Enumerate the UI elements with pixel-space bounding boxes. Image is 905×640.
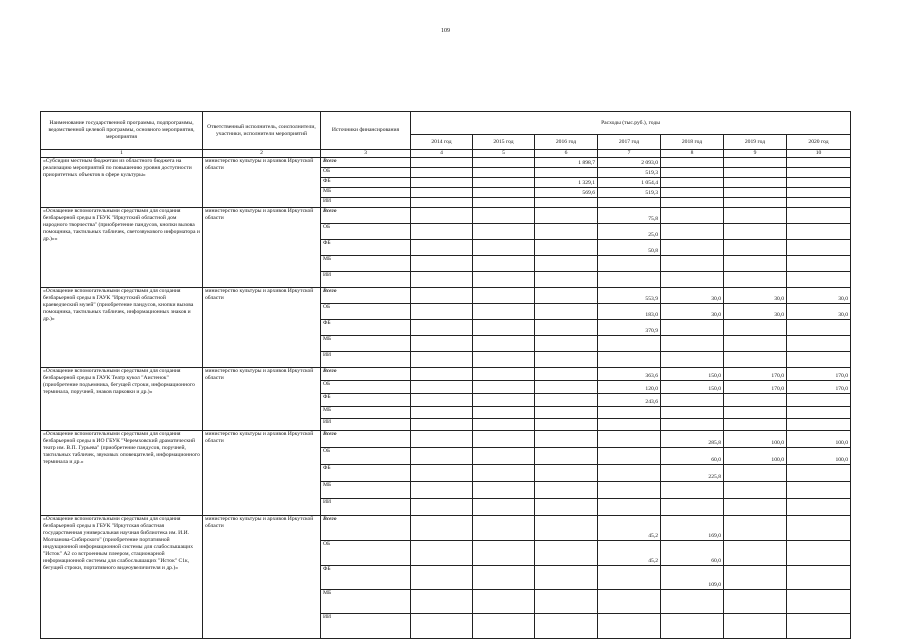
expense-value bbox=[661, 239, 724, 255]
expense-value bbox=[411, 406, 473, 418]
expense-value bbox=[661, 187, 724, 197]
executor: министерство культуры и архивов Иркутской области bbox=[203, 430, 321, 515]
expense-value bbox=[598, 613, 661, 638]
expense-value bbox=[724, 481, 787, 498]
funding-source: ОБ bbox=[321, 540, 411, 565]
expense-value bbox=[598, 447, 661, 464]
header-source: Источники финансирования bbox=[321, 112, 411, 150]
expense-value bbox=[724, 207, 787, 223]
expense-value bbox=[411, 498, 473, 515]
expense-value bbox=[535, 271, 598, 287]
expense-value bbox=[535, 167, 598, 177]
expense-value bbox=[724, 515, 787, 540]
funding-source: ОБ bbox=[321, 447, 411, 464]
expense-value bbox=[411, 447, 473, 464]
expense-value: 519,3 bbox=[598, 167, 661, 177]
expense-value bbox=[724, 167, 787, 177]
funding-source: ФБ bbox=[321, 393, 411, 406]
expense-value bbox=[411, 167, 473, 177]
expense-value bbox=[535, 380, 598, 393]
expense-value bbox=[787, 418, 851, 430]
funding-source: МБ bbox=[321, 187, 411, 197]
expense-value bbox=[535, 351, 598, 367]
expense-value: 150,0 bbox=[661, 380, 724, 393]
expense-value bbox=[473, 207, 535, 223]
expense-value bbox=[661, 271, 724, 287]
expense-value bbox=[535, 223, 598, 239]
funding-source: ФБ bbox=[321, 319, 411, 335]
expense-value bbox=[411, 177, 473, 187]
expense-value bbox=[473, 239, 535, 255]
expense-value bbox=[535, 239, 598, 255]
expense-value bbox=[535, 430, 598, 447]
expense-value bbox=[661, 157, 724, 167]
expense-value: 60,0 bbox=[661, 540, 724, 565]
expense-value bbox=[411, 430, 473, 447]
expense-value: 169,0 bbox=[661, 515, 724, 540]
expense-value bbox=[724, 565, 787, 589]
expense-value: 100,0 bbox=[724, 447, 787, 464]
expense-value bbox=[787, 393, 851, 406]
expense-value bbox=[473, 335, 535, 351]
expense-value bbox=[535, 589, 598, 613]
expense-value: 30,0 bbox=[787, 287, 851, 303]
expense-value bbox=[473, 447, 535, 464]
expense-value bbox=[661, 255, 724, 271]
expenses-table bbox=[40, 111, 851, 639]
expense-value bbox=[598, 589, 661, 613]
expense-value bbox=[535, 418, 598, 430]
expense-value bbox=[724, 223, 787, 239]
expense-value bbox=[661, 418, 724, 430]
column-number: 4 bbox=[411, 150, 473, 158]
expense-value bbox=[598, 565, 661, 589]
expense-value bbox=[411, 540, 473, 565]
expense-value bbox=[473, 177, 535, 187]
expense-value bbox=[598, 351, 661, 367]
header-year: 2015 год bbox=[473, 135, 535, 150]
expense-value: 370,9 bbox=[598, 319, 661, 335]
measure-name: «Субсидии местным бюджетам из областного бюджета на реализацию мероприятий по повышению уровня доступности приоритетных объектов в сфере культуры» bbox=[41, 157, 203, 207]
expense-value bbox=[787, 207, 851, 223]
expense-value: 120,0 bbox=[598, 380, 661, 393]
expense-value: 30,0 bbox=[724, 287, 787, 303]
expense-value bbox=[473, 418, 535, 430]
funding-source: Всего bbox=[321, 515, 411, 540]
expense-value bbox=[598, 464, 661, 481]
expense-value bbox=[411, 335, 473, 351]
expense-value bbox=[724, 589, 787, 613]
expense-value bbox=[661, 335, 724, 351]
header-year: 2019 год bbox=[724, 135, 787, 150]
expense-value: 170,0 bbox=[787, 380, 851, 393]
expense-value bbox=[535, 565, 598, 589]
funding-source: ИИ bbox=[321, 498, 411, 515]
expense-value bbox=[787, 157, 851, 167]
expense-value: 225,8 bbox=[661, 464, 724, 481]
header-name: Наименование государственной программы, подпрограммы, ведомственной целевой программы, основного мероприятия, мероприятия bbox=[41, 112, 203, 150]
executor: министерство культуры и архивов Иркутской области bbox=[203, 287, 321, 367]
measure-name: «Оснащение вспомогательными средствами для создания безбарьерной среды в ГБУК "Иркутский областной дом народного творчества" (приобретение пандусов, кнопки вызова помощника, тактильных табличек, светозвукового информатора и др.)»» bbox=[41, 207, 203, 287]
expense-value bbox=[724, 255, 787, 271]
expense-value bbox=[787, 589, 851, 613]
expense-value bbox=[724, 464, 787, 481]
expense-value bbox=[411, 287, 473, 303]
expense-value bbox=[411, 187, 473, 197]
header-executor: Ответственный исполнитель, соисполнители, участники, исполнители мероприятий bbox=[203, 112, 321, 150]
column-number: 2 bbox=[203, 150, 321, 158]
expense-value: 1 329,1 bbox=[535, 177, 598, 187]
page-number: 109 bbox=[441, 28, 450, 34]
expense-value bbox=[661, 498, 724, 515]
table-row bbox=[41, 430, 851, 447]
expense-value bbox=[787, 319, 851, 335]
expense-value bbox=[473, 167, 535, 177]
expense-value bbox=[598, 430, 661, 447]
expense-value bbox=[598, 406, 661, 418]
expense-value bbox=[787, 540, 851, 565]
expense-value: 50,8 bbox=[598, 239, 661, 255]
header-year: 2016 год bbox=[535, 135, 598, 150]
expense-value bbox=[411, 481, 473, 498]
header-expenses: Расходы (тыс.руб.), годы bbox=[411, 112, 851, 135]
expense-value bbox=[724, 177, 787, 187]
expense-value bbox=[411, 367, 473, 380]
expense-value bbox=[535, 255, 598, 271]
funding-source: ОБ bbox=[321, 223, 411, 239]
expense-value bbox=[411, 565, 473, 589]
expense-value bbox=[535, 481, 598, 498]
expense-value bbox=[411, 589, 473, 613]
expense-value bbox=[535, 515, 598, 540]
expense-value bbox=[473, 393, 535, 406]
expense-value bbox=[473, 287, 535, 303]
expense-value bbox=[535, 447, 598, 464]
expense-value: 170,0 bbox=[724, 367, 787, 380]
expense-value bbox=[787, 223, 851, 239]
funding-source: МБ bbox=[321, 335, 411, 351]
expense-value bbox=[661, 406, 724, 418]
expense-value: 25,0 bbox=[598, 223, 661, 239]
expense-value bbox=[787, 515, 851, 540]
expense-value bbox=[473, 380, 535, 393]
expense-value: 1 898,7 bbox=[535, 157, 598, 167]
expense-value bbox=[787, 177, 851, 187]
expense-value bbox=[724, 393, 787, 406]
expense-value bbox=[473, 187, 535, 197]
expense-value: 30,0 bbox=[661, 303, 724, 319]
expense-value bbox=[411, 464, 473, 481]
expense-value bbox=[411, 271, 473, 287]
expense-value bbox=[535, 287, 598, 303]
expense-value: 109,0 bbox=[661, 565, 724, 589]
expense-value: 553,9 bbox=[598, 287, 661, 303]
expense-value bbox=[661, 589, 724, 613]
table-row bbox=[41, 157, 851, 167]
expense-value bbox=[535, 207, 598, 223]
expense-value bbox=[535, 464, 598, 481]
expense-value bbox=[598, 481, 661, 498]
expense-value bbox=[661, 613, 724, 638]
header-year: 2014 год bbox=[411, 135, 473, 150]
funding-source: ИИ bbox=[321, 197, 411, 207]
column-number: 8 bbox=[661, 150, 724, 158]
funding-source: МБ bbox=[321, 481, 411, 498]
funding-source: ИИ bbox=[321, 613, 411, 638]
expense-value bbox=[661, 177, 724, 187]
expense-value: 519,3 bbox=[598, 187, 661, 197]
expense-value bbox=[724, 187, 787, 197]
expense-value bbox=[473, 367, 535, 380]
funding-source: МБ bbox=[321, 255, 411, 271]
expense-value bbox=[598, 498, 661, 515]
expense-value bbox=[787, 498, 851, 515]
funding-source: ФБ bbox=[321, 464, 411, 481]
header-year: 2020 год bbox=[787, 135, 851, 150]
table-row bbox=[41, 207, 851, 223]
expense-value bbox=[724, 239, 787, 255]
expense-value bbox=[661, 223, 724, 239]
expense-value bbox=[787, 335, 851, 351]
expense-value bbox=[473, 589, 535, 613]
expense-value bbox=[411, 319, 473, 335]
expense-value bbox=[535, 498, 598, 515]
expense-value bbox=[787, 406, 851, 418]
column-number: 6 bbox=[535, 150, 598, 158]
expense-value bbox=[724, 335, 787, 351]
expense-value bbox=[724, 271, 787, 287]
expense-value bbox=[535, 335, 598, 351]
funding-source: ФБ bbox=[321, 565, 411, 589]
expense-value bbox=[661, 167, 724, 177]
expense-value bbox=[724, 406, 787, 418]
expense-value bbox=[411, 380, 473, 393]
expense-value bbox=[473, 351, 535, 367]
funding-source: ОБ bbox=[321, 303, 411, 319]
expense-value bbox=[724, 319, 787, 335]
expense-value bbox=[411, 613, 473, 638]
expense-value bbox=[411, 197, 473, 207]
expense-value: 150,0 bbox=[661, 367, 724, 380]
column-number: 1 bbox=[41, 150, 203, 158]
expense-value bbox=[661, 197, 724, 207]
expense-value bbox=[535, 613, 598, 638]
expense-value: 243,6 bbox=[598, 393, 661, 406]
funding-source: Всего bbox=[321, 157, 411, 167]
expense-value bbox=[661, 207, 724, 223]
expense-value: 2 093,0 bbox=[598, 157, 661, 167]
expense-value bbox=[598, 418, 661, 430]
expense-value: 170,0 bbox=[724, 380, 787, 393]
measure-name: «Оснащение вспомогательными средствами для создания безбарьерной среды в ИО ГБУК "Черемховский драматический театр им. В.П. Гурьева" (приобретение пандусов, поручней, тактильных табличек, звуковых оповещателей, информационного терминала и др.» bbox=[41, 430, 203, 515]
expense-value bbox=[661, 393, 724, 406]
table-body bbox=[41, 157, 851, 638]
expense-value bbox=[787, 255, 851, 271]
expense-value bbox=[473, 430, 535, 447]
expense-value: 100,0 bbox=[787, 447, 851, 464]
expense-value: 45,2 bbox=[598, 540, 661, 565]
executor: министерство культуры и архивов Иркутской области bbox=[203, 207, 321, 287]
expense-value bbox=[411, 255, 473, 271]
expense-value: 30,0 bbox=[724, 303, 787, 319]
expense-value: 1 054,4 bbox=[598, 177, 661, 187]
expense-value bbox=[473, 565, 535, 589]
expense-value bbox=[724, 498, 787, 515]
expense-value bbox=[473, 464, 535, 481]
column-number: 3 bbox=[321, 150, 411, 158]
expense-value bbox=[535, 393, 598, 406]
expense-value bbox=[473, 271, 535, 287]
expense-value bbox=[787, 187, 851, 197]
expense-value bbox=[787, 239, 851, 255]
expense-value bbox=[411, 303, 473, 319]
executor: министерство культуры и архивов Иркутской области bbox=[203, 515, 321, 638]
expense-value bbox=[473, 303, 535, 319]
expense-value: 60,0 bbox=[661, 447, 724, 464]
funding-source: Всего bbox=[321, 207, 411, 223]
expense-value bbox=[661, 319, 724, 335]
expense-value bbox=[473, 515, 535, 540]
expense-value bbox=[661, 351, 724, 367]
funding-source: ФБ bbox=[321, 177, 411, 187]
expense-value bbox=[535, 319, 598, 335]
expense-value: 45,2 bbox=[598, 515, 661, 540]
expense-value: 75,8 bbox=[598, 207, 661, 223]
expense-value bbox=[473, 319, 535, 335]
expense-value bbox=[411, 515, 473, 540]
expense-value bbox=[598, 335, 661, 351]
expense-value bbox=[787, 167, 851, 177]
expense-value: 569,6 bbox=[535, 187, 598, 197]
column-numbers-row bbox=[41, 150, 851, 158]
expense-value bbox=[411, 207, 473, 223]
expense-value bbox=[535, 367, 598, 380]
expense-value bbox=[473, 540, 535, 565]
expense-value bbox=[473, 406, 535, 418]
expense-value bbox=[535, 406, 598, 418]
expense-value bbox=[473, 498, 535, 515]
expense-value bbox=[787, 271, 851, 287]
expense-value bbox=[724, 418, 787, 430]
table-row bbox=[41, 367, 851, 380]
expense-value bbox=[473, 255, 535, 271]
expense-value bbox=[473, 157, 535, 167]
funding-source: Всего bbox=[321, 430, 411, 447]
funding-source: ОБ bbox=[321, 167, 411, 177]
expense-value: 100,0 bbox=[724, 430, 787, 447]
expense-value bbox=[724, 613, 787, 638]
expense-value bbox=[473, 197, 535, 207]
expense-value: 363,6 bbox=[598, 367, 661, 380]
expense-value bbox=[598, 197, 661, 207]
expense-value bbox=[787, 464, 851, 481]
expense-value: 100,0 bbox=[787, 430, 851, 447]
expense-value bbox=[787, 351, 851, 367]
funding-source: ФБ bbox=[321, 239, 411, 255]
funding-source: ИИ bbox=[321, 351, 411, 367]
expense-value: 170,0 bbox=[787, 367, 851, 380]
expense-value: 30,0 bbox=[787, 303, 851, 319]
expense-value bbox=[411, 223, 473, 239]
funding-source: Всего bbox=[321, 367, 411, 380]
expense-value bbox=[411, 418, 473, 430]
funding-source: ОБ bbox=[321, 380, 411, 393]
measure-name: «Оснащение вспомогательными средствами для создания безбарьерной среды в ГБУК "Иркутская областная государственная универсальная научная библиотека им. И.И. Молчанова-Сибирского" (приобретение портативной индукционной информационной системы для слабослышащих "Исток" А2 со встроенным плеером, стационарной информационной системы для слабослышащих "Исток" С1к, бегущей строки, портативного видеоувеличителя и др.)» bbox=[41, 515, 203, 638]
expense-value bbox=[411, 157, 473, 167]
expense-value: 285,8 bbox=[661, 430, 724, 447]
funding-source: ИИ bbox=[321, 271, 411, 287]
expense-value bbox=[473, 481, 535, 498]
expense-value bbox=[724, 351, 787, 367]
funding-source: Всего bbox=[321, 287, 411, 303]
table-row bbox=[41, 287, 851, 303]
expense-value bbox=[535, 197, 598, 207]
funding-source: МБ bbox=[321, 406, 411, 418]
executor: министерство культуры и архивов Иркутской области bbox=[203, 367, 321, 430]
expense-value bbox=[724, 540, 787, 565]
expense-value bbox=[787, 481, 851, 498]
measure-name: «Оснащение вспомогательными средствами для создания безбарьерной среды в ГАУК Театр кукол "Аистенок" (приобретение подъемника, бегущей строки, информационного терминала, поручней, знаков парковки и др.)» bbox=[41, 367, 203, 430]
expense-value bbox=[787, 565, 851, 589]
table-row bbox=[41, 515, 851, 540]
expense-value bbox=[787, 197, 851, 207]
funding-source: ИИ bbox=[321, 418, 411, 430]
expense-value bbox=[535, 303, 598, 319]
column-number: 5 bbox=[473, 150, 535, 158]
funding-source: МБ bbox=[321, 589, 411, 613]
column-number: 10 bbox=[787, 150, 851, 158]
expense-value bbox=[535, 540, 598, 565]
expense-value bbox=[787, 613, 851, 638]
expense-value bbox=[724, 197, 787, 207]
expense-value: 183,0 bbox=[598, 303, 661, 319]
expense-value bbox=[411, 351, 473, 367]
expense-value bbox=[598, 271, 661, 287]
expense-value bbox=[598, 255, 661, 271]
executor: министерство культуры и архивов Иркутской области bbox=[203, 157, 321, 207]
expense-value bbox=[411, 239, 473, 255]
expense-value bbox=[411, 393, 473, 406]
expense-value bbox=[473, 223, 535, 239]
expense-value: 30,0 bbox=[661, 287, 724, 303]
expense-value bbox=[724, 157, 787, 167]
expense-value bbox=[473, 613, 535, 638]
column-number: 7 bbox=[598, 150, 661, 158]
header-year: 2018 год bbox=[661, 135, 724, 150]
header-year: 2017 год bbox=[598, 135, 661, 150]
column-number: 9 bbox=[724, 150, 787, 158]
measure-name: «Оснащение вспомогательными средствами для создания безбарьерной среды в ГАУК "Иркутский областной краеведческий музей" (приобретение пандусов, кнопки вызова помощника, тактильных табличек, информационных знаков и др.)» bbox=[41, 287, 203, 367]
expense-value bbox=[661, 481, 724, 498]
